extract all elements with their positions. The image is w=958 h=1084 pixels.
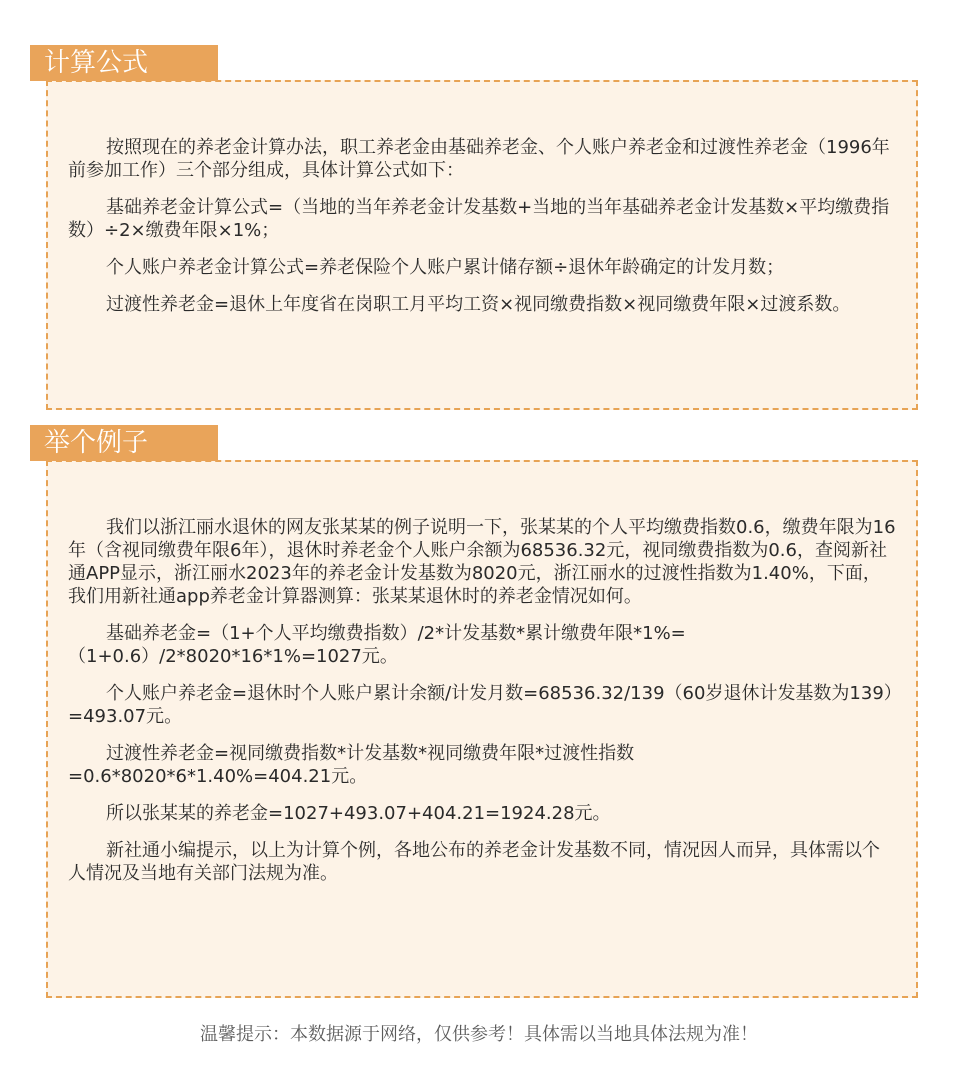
formula-box (46, 80, 918, 410)
paragraph: 基础养老金=（1+个人平均缴费指数）/2*计发基数*累计缴费年限*1%=（1+0.6）/2*8020*16*1%=1027元。 (68, 623, 686, 667)
example-box (46, 460, 918, 998)
paragraph: 过渡性养老金=视同缴费指数*计发基数*视同缴费年限*过渡性指数=0.6*8020*6*1.40%=404.21元。 (68, 743, 635, 787)
paragraph: 所以张某某的养老金=1027+493.07+404.21=1924.28元。 (106, 803, 611, 824)
example-section (46, 425, 918, 1000)
paragraph: 个人账户养老金计算公式=养老保险个人账户累计储存额÷退休年龄确定的计发月数； (106, 257, 785, 278)
footer-note: 温馨提示：本数据源于网络，仅供参考！具体需以当地具体法规为准！ (200, 1024, 758, 1045)
paragraph: 我们以浙江丽水退休的网友张某某的例子说明一下，张某某的个人平均缴费指数0.6，缴费年限为16年（含视同缴费年限6年），退休时养老金个人账户余额为68536.32元，视同缴费指数为0.6，查阅新社通APP显示，浙江丽水2023年的养老金计发基数为8020元，浙江丽水的过渡性指数为1.40%，下面，我们用新社通app养老金计算器测算：张某某退休时的养老金情况如何。 (68, 517, 896, 607)
paragraph: 按照现在的养老金计算办法，职工养老金由基础养老金、个人账户养老金和过渡性养老金（1996年前参加工作）三个部分组成，具体计算公式如下： (68, 137, 890, 181)
paragraph: 个人账户养老金=退休时个人账户累计余额/计发月数=68536.32/139（60岁退休计发基数为139）=493.07元。 (68, 683, 893, 727)
formula-section (46, 45, 918, 411)
example-section-title: 举个例子 (30, 425, 218, 461)
paragraph: 基础养老金计算公式=（当地的当年养老金计发基数+当地的当年基础养老金计发基数×平均缴费指数）÷2×缴费年限×1%； (68, 197, 890, 241)
paragraph: 过渡性养老金=退休上年度省在岗职工月平均工资×视同缴费指数×视同缴费年限×过渡系数。 (106, 294, 851, 315)
paragraph: 新社通小编提示，以上为计算个例，各地公布的养老金计发基数不同，情况因人而异，具体需以个人情况及当地有关部门法规为准。 (68, 840, 880, 884)
formula-section-title: 计算公式 (30, 45, 218, 81)
